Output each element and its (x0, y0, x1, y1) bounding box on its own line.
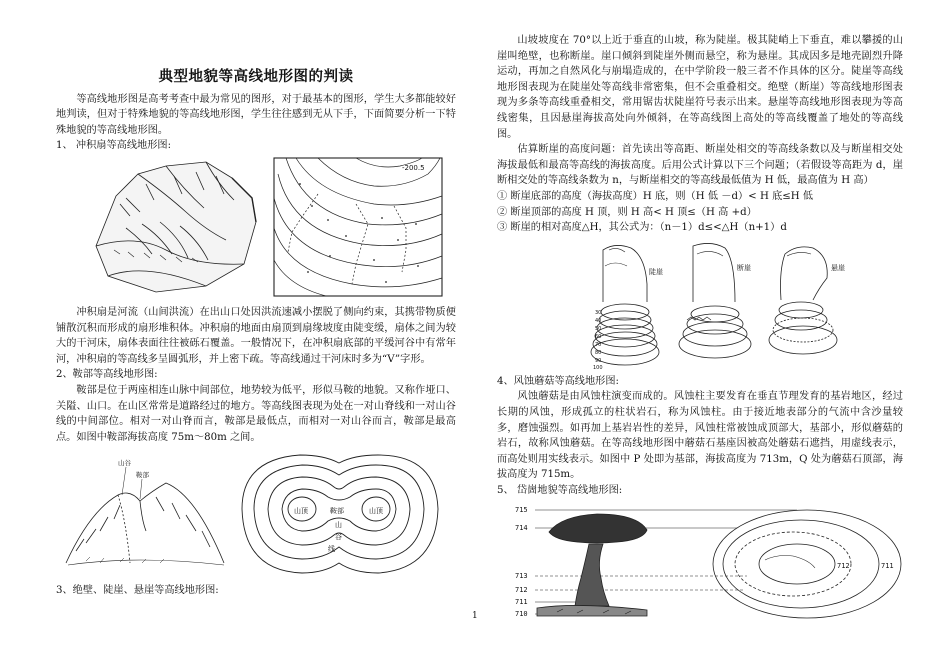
saddle-figure (56, 451, 456, 577)
cliff-formula-2: ② 断崖顶部的高度 H 顶，则 H 高< H 顶≤（H 高 +d） (497, 206, 757, 218)
mushroom-left-label-712: 712 (515, 586, 528, 595)
saddle-left-label-valley: 山谷 (118, 459, 131, 468)
saddle-right-label-mountain: 山 (335, 521, 342, 530)
right-column (497, 33, 903, 622)
saddle-right-label-valley: 谷 (335, 533, 342, 542)
section-2-heading: 2、鞍部等高线地形图: (56, 369, 158, 381)
section-5-heading: 5、 岱崮地貌等高线地形图: (497, 484, 623, 496)
mushroom-left-label-713: 713 (515, 572, 528, 581)
saddle-right-label-saddle: 鞍部 (330, 507, 344, 516)
cliff-estimate-paragraph: 估算断崖的高度问题：首先读出等高距、断崖处相交的等高线条数以及与断崖相交处海拔最低和最高等高线的海拔高度。后用公式计算以下三个问题；（若假设等高距为 d，崖断相交处的等高线条数为 n，与断崖相交的等高线最低值为 H 低，最高值为 H 高） (497, 144, 903, 187)
saddle-right-label-peak-right: 山顶 (369, 507, 383, 516)
mushroom-left-label-714: 714 (515, 524, 528, 533)
alluvial-fan-sketch (96, 162, 256, 292)
mushroom-rock-sketch (537, 514, 647, 616)
mushroom-left-label-715: 715 (515, 506, 528, 515)
cliff-paragraph: 山坡坡度在 70°以上近于垂直的山坡，称为陡崖。极其陡峭上下垂直，难以攀援的山崖叫绝壁，也称断崖。崖口倾斜到陡崖外侧而悬空，称为悬崖。其成因多是地壳剧烈升降运动，再加之自然风化与崩塌造成的，在中学阶段一般三者不作具体的区分。陡崖等高线地形图表现为在陡崖处等高线非常密集，但不会重叠相交。绝壁（断崖）等高线地形图表现为多条等高线重叠相交，常用锯齿状陡崖符号表示出来。悬崖等高线地形图表现为等高线密集，且因悬崖海拔高处向外倾斜，在等高线图上高处的等高线覆盖了地处的等高线图。 (497, 35, 903, 140)
section-4-heading: 4、风蚀蘑菇等高线地形图: (497, 375, 619, 387)
sheer-cliff-diagram (679, 243, 751, 358)
section-2-text: 鞍部是位于两座相连山脉中间部位，地势较为低平，形似马鞍的地貌。又称作垭口、关隘、山口。在山区常常是道路经过的地方。等高线图表现为处在一对山脊线和一对山谷线的中间部位。相对一对山脊而言，鞍部是最低点，而相对一对山谷而言，鞍部是最高点。如图中鞍部海拔高度 75m～80m 之间。 (56, 384, 456, 443)
cliff-label-overhang: 悬崖 (831, 263, 845, 272)
cliff-number-60: 60 (595, 333, 602, 340)
cliff-number-50: 50 (595, 325, 602, 332)
cliff-number-70: 70 (595, 341, 602, 348)
left-column (56, 70, 456, 599)
alluvial-fan-contour-map (274, 158, 442, 296)
cliff-figure (497, 240, 903, 370)
intro-paragraph: 等高线地形图是高考考查中最为常见的图形，对于最基本的图形，学生大多都能较好地判读，但对于特殊地貌的等高线地形图，学生往往感到无从下手，下面简要分析一下特殊地貌的等高线地形图。 (56, 93, 456, 136)
cliff-number-40: 40 (595, 317, 602, 324)
cliff-label-steep: 陡崖 (649, 267, 663, 276)
section-1-heading: 1、 冲积扇等高线地形图: (56, 140, 172, 152)
cliff-number-90: 90 (595, 357, 602, 364)
section-4-text: 风蚀蘑菇是由风蚀柱演变而成的。风蚀柱主要发育在垂直节理发育的基岩地区，经过长期的风蚀，形成孤立的柱状岩石，称为风蚀柱。由于接近地表部分的气流中含沙量较多，磨蚀强烈。如再加上基岩岩性的差异，风蚀柱常被蚀成顶部大，基部小，形似蘑菇的岩石，故称风蚀蘑菇。在等高线地形图中蘑菇石基座因被高处蘑菇石遮挡，用虚线表示，而高处则用实线表示。如图中 P 处即为基部，海拔高度为 713m，Q 处为蘑菇石顶部，海拔高度为 715m。 (497, 391, 903, 481)
cliff-number-100: 100 (593, 364, 603, 370)
section-1-text: 冲积扇是河流（山间洪流）在出山口处因洪流速减小摆脱了侧向约束，其携带物质便铺散沉积而形成的扇形堆积体。冲积扇的地面由扇顶到扇缘坡度由陡变缓，扇体之间为较大的干河床，扇体表面往往被砾石覆盖。一般情况下，在冲积扇底部的平缓河谷中有常年河，冲积扇的等高线多呈圆弧形，并上密下疏。等高线通过干河床时多为“V”字形。 (56, 306, 456, 365)
alluvial-fan-figure (56, 154, 456, 299)
mushroom-left-label-710: 710 (515, 610, 528, 619)
cliff-number-30: 30 (595, 309, 602, 316)
alluvial-fan-elevation-label: -200.5 (402, 163, 425, 172)
section-3-heading: 3、绝壁、陡崖、悬崖等高线地形图: (56, 585, 219, 597)
mushroom-right-label-712: 712 (837, 562, 850, 571)
overhang-cliff-diagram (769, 247, 837, 354)
mushroom-rock-figure (497, 502, 903, 622)
saddle-right-label-line: 线 (328, 545, 335, 554)
saddle-right-label-peak-left: 山顶 (294, 507, 308, 516)
cliff-formula-1: ① 断崖底部的高度（海拔高度）H 底，则（H 低 －d）< H 底≤H 低 (497, 190, 814, 202)
document-title: 典型地貌等高线地形图的判读 (158, 69, 354, 85)
mushroom-right-label-711: 711 (881, 562, 894, 571)
saddle-landscape-sketch (66, 483, 224, 565)
cliff-number-80: 80 (595, 349, 602, 356)
mushroom-left-label-711: 711 (515, 598, 528, 607)
cliff-formula-3: ③ 断崖的相对高度△H，其公式为：（n－1）d≤<△H（n+1）d (497, 222, 787, 234)
page-number: 1 (472, 611, 478, 621)
cliff-label-sheer: 断崖 (737, 263, 751, 272)
saddle-left-label-saddle: 鞍部 (136, 471, 149, 480)
mushroom-contour-map (713, 510, 901, 618)
